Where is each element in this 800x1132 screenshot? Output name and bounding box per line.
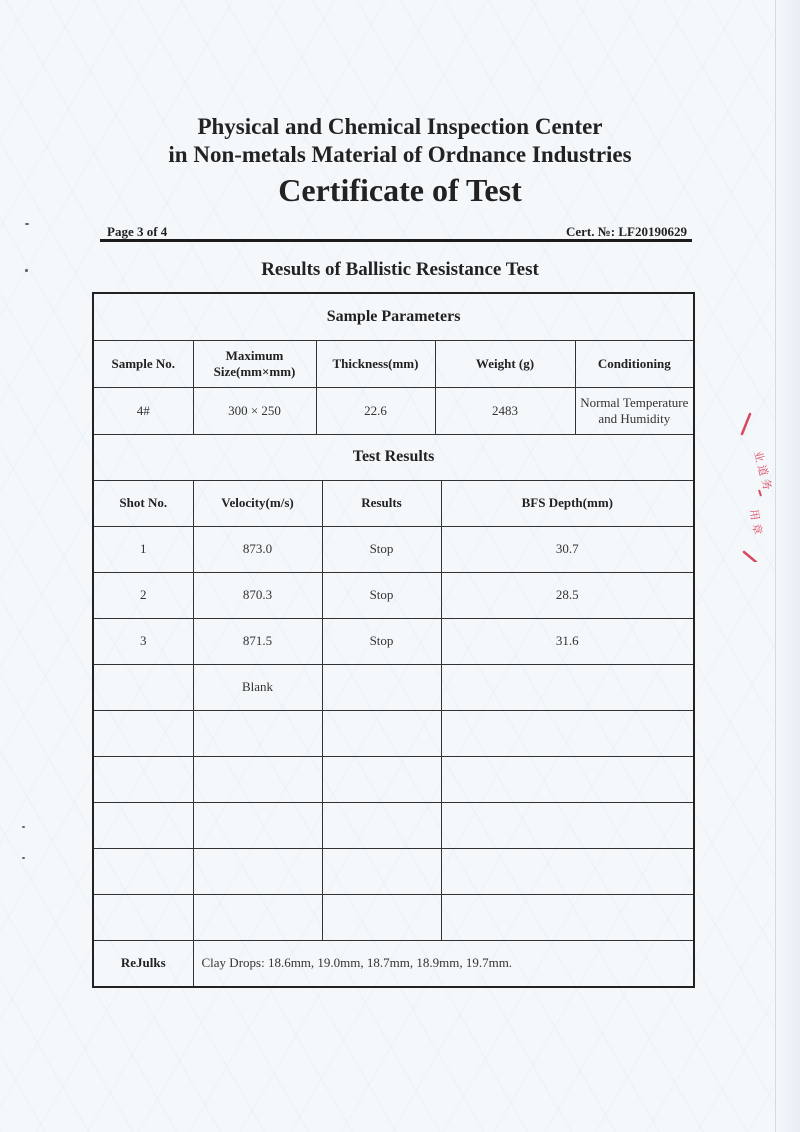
page-number: Page 3 of 4 [107, 224, 168, 239]
shot-no-cell: 3 [93, 618, 193, 664]
col-bfs-depth: BFS Depth(mm) [441, 480, 694, 526]
institution-name-line2: in Non-metals Material of Ordnance Industries [168, 142, 632, 167]
bfs-cell [441, 756, 694, 802]
shot-no-cell [93, 848, 193, 894]
results-table [92, 292, 695, 988]
scan-speck [22, 857, 25, 859]
shot-no-cell: 2 [93, 572, 193, 618]
col-sample-no: Sample No. [93, 340, 193, 387]
conditioning-line2: and Humidity [598, 410, 671, 426]
col-results: Results [322, 480, 441, 526]
velocity-cell [193, 802, 322, 848]
results-header-row [93, 480, 694, 526]
result-cell [322, 664, 441, 710]
result-cell [322, 802, 441, 848]
velocity-cell [193, 894, 322, 940]
col-max-size-line1: Maximum [225, 347, 284, 363]
bfs-cell [441, 664, 694, 710]
col-conditioning: Conditioning [575, 340, 694, 387]
conditioning-value [575, 387, 694, 434]
test-results-heading: Test Results [93, 434, 694, 480]
table-row [93, 802, 694, 848]
result-cell: Stop [322, 618, 441, 664]
bfs-cell: 30.7 [441, 526, 694, 572]
table-row [93, 894, 694, 940]
velocity-cell: 870.3 [193, 572, 322, 618]
bfs-cell [441, 894, 694, 940]
velocity-cell: 871.5 [193, 618, 322, 664]
result-cell: Stop [322, 526, 441, 572]
thickness-value: 22.6 [316, 387, 435, 434]
col-max-size-line2: Size(mm×mm) [213, 363, 296, 379]
remarks-row [93, 940, 694, 987]
header-rule [100, 239, 692, 242]
col-weight: Weight (g) [435, 340, 575, 387]
sample-header-row [93, 340, 694, 387]
institution-name-line1: Physical and Chemical Inspection Center [197, 114, 603, 139]
result-cell [322, 710, 441, 756]
shot-no-cell [93, 710, 193, 756]
velocity-cell: 873.0 [193, 526, 322, 572]
sample-parameters-heading: Sample Parameters [93, 293, 694, 340]
scan-speck [22, 826, 25, 828]
bfs-cell [441, 802, 694, 848]
svg-text:业 道 务: 业 道 务 [751, 449, 775, 492]
velocity-cell [193, 756, 322, 802]
svg-text:用 章: 用 章 [747, 508, 765, 536]
conditioning-line1: Normal Temperature [580, 394, 689, 410]
shot-no-cell [93, 756, 193, 802]
table-row [93, 710, 694, 756]
col-thickness: Thickness(mm) [316, 340, 435, 387]
bfs-cell: 28.5 [441, 572, 694, 618]
sample-band-row [93, 293, 694, 340]
result-cell [322, 848, 441, 894]
red-seal-stamp-icon [740, 412, 780, 562]
result-cell [322, 756, 441, 802]
result-cell: Stop [322, 572, 441, 618]
table-row [93, 756, 694, 802]
result-cell [322, 894, 441, 940]
velocity-cell [193, 710, 322, 756]
table-row [93, 526, 694, 572]
velocity-cell: Blank [193, 664, 322, 710]
shot-no-cell [93, 802, 193, 848]
bfs-cell [441, 848, 694, 894]
table-row [93, 664, 694, 710]
bfs-cell [441, 710, 694, 756]
max-size-value: 300 × 250 [193, 387, 316, 434]
shot-no-cell: 1 [93, 526, 193, 572]
shot-no-cell [93, 664, 193, 710]
results-band-row [93, 434, 694, 480]
remarks-label: ReJulks [93, 940, 193, 987]
col-max-size [193, 340, 316, 387]
scan-speck [25, 223, 29, 225]
table-row [93, 848, 694, 894]
sample-no-value: 4# [93, 387, 193, 434]
weight-value: 2483 [435, 387, 575, 434]
meta-row [107, 224, 687, 240]
certificate-number: Cert. №: LF20190629 [565, 224, 687, 239]
bfs-cell: 31.6 [441, 618, 694, 664]
col-shot-no: Shot No. [93, 480, 193, 526]
shot-no-cell [93, 894, 193, 940]
document-title: Certificate of Test [278, 172, 522, 208]
table-row [93, 618, 694, 664]
remarks-text: Clay Drops: 18.6mm, 19.0mm, 18.7mm, 18.9mm, 19.7mm. [193, 940, 694, 987]
sample-values-row [93, 387, 694, 434]
velocity-cell [193, 848, 322, 894]
col-velocity: Velocity(m/s) [193, 480, 322, 526]
section-title: Results of Ballistic Resistance Test [261, 259, 539, 280]
table-row [93, 572, 694, 618]
